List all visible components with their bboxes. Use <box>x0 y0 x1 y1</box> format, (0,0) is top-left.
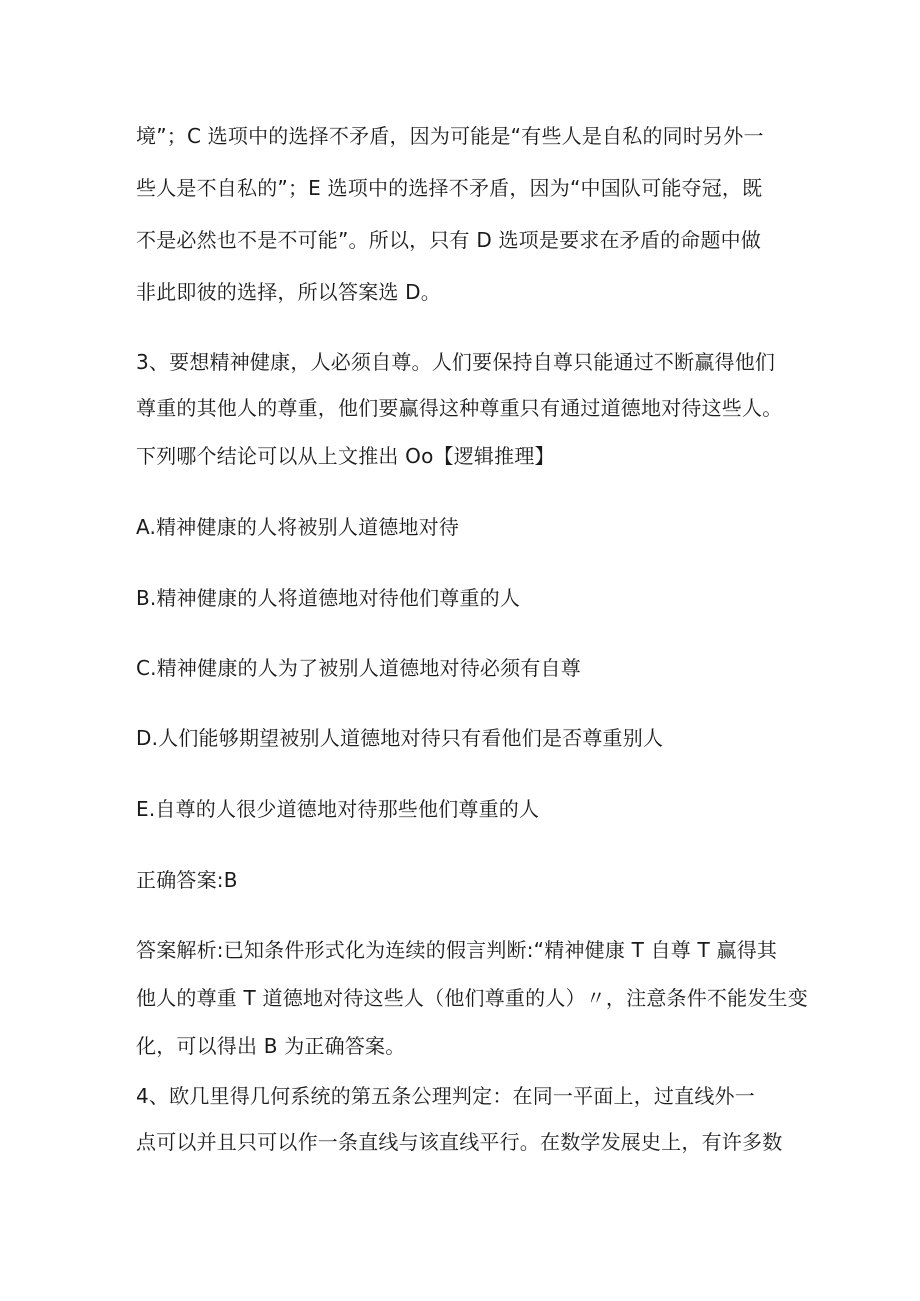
option-e: E.自尊的人很少道德地对待那些他们尊重的人 <box>136 797 540 821</box>
option-a: A.精神健康的人将被别人道德地对待 <box>136 515 460 539</box>
question-stem-line: 尊重的其他人的尊重，他们要赢得这种尊重只有通过道德地对待这些人。 <box>136 396 783 420</box>
option-b: B.精神健康的人将道德地对待他们尊重的人 <box>136 586 521 610</box>
option-d: D.人们能够期望被别人道德地对待只有看他们是否尊重别人 <box>136 726 664 750</box>
question-stem-line: 3、要想精神健康，人必须自尊。人们要保持自尊只能通过不断赢得他们 <box>136 350 776 374</box>
text-line: 不是必然也不是不可能”。所以，只有 D 选项是要求在矛盾的命题中做 <box>136 228 762 252</box>
text-line: 境”；C 选项中的选择不矛盾，因为可能是“有些人是自私的同时另外一 <box>136 124 764 148</box>
analysis-line: 他人的尊重 T 道德地对待这些人（他们尊重的人）〃，注意条件不能发生变 <box>136 986 808 1010</box>
question-stem-line: 4、欧几里得几何系统的第五条公理判定：在同一平面上，过直线外一 <box>136 1084 755 1108</box>
analysis-line: 答案解析:已知条件形式化为连续的假言判断:“精神健康 T 自尊 T 赢得其 <box>136 938 778 962</box>
text-line: 些人是不自私的”；E 选项中的选择不矛盾，因为“中国队可能夺冠，既 <box>136 176 763 200</box>
correct-answer: 正确答案:B <box>136 868 238 892</box>
text-line: 非此即彼的选择，所以答案选 D。 <box>136 280 441 304</box>
option-c: C.精神健康的人为了被别人道德地对待必须有自尊 <box>136 656 581 680</box>
analysis-line: 化，可以得出 B 为正确答案。 <box>136 1034 406 1058</box>
question-stem-line: 下列哪个结论可以从上文推出 Oo【逻辑推理】 <box>136 444 555 468</box>
question-stem-line: 点可以并且只可以作一条直线与该直线平行。在数学发展史上，有许多数 <box>136 1130 783 1154</box>
